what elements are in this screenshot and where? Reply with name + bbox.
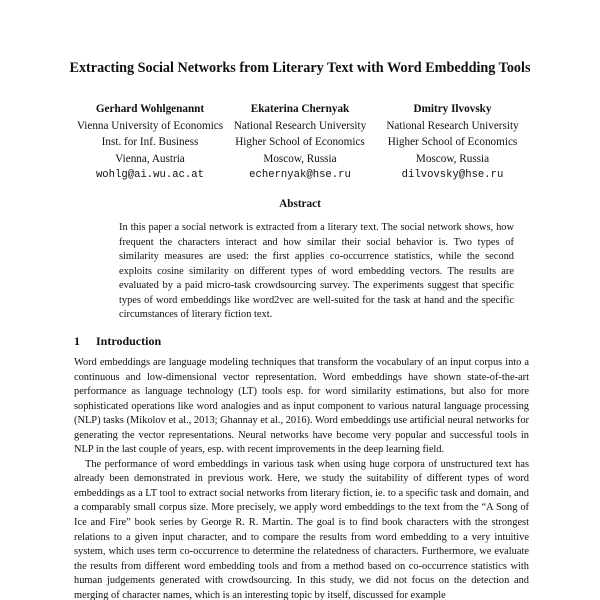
section-number: 1 [74,334,80,348]
author-email: wohlg@ai.wu.ac.at [95,169,205,182]
author-1 [74,101,226,184]
author-location: Moscow, Russia [263,152,337,165]
section-body [74,356,529,600]
body-paragraph: Word embeddings are language modeling techniques that transform the vocabulary of an input corpus into a continuous and low-dimensional vector representation. Word embeddings have shown state-of-the-art performance as language technology (LT) tools esp. for word similarity estimations, but also for more sophisticated operations like word analogies and as input component to various natural language processing (NLP) tasks (Mikolov et al., 2013; Ghannay et al., 2016). Word embeddings use artificial neural networks for generating the vector representations. Neural networks have become very popular and successful tools in NLP in the last couple of years, esp. with recent improvements in the deep learning field. [74,357,529,456]
author-3 [378,101,527,184]
abstract-heading: Abstract [279,198,321,210]
author-email: dilvovsky@hse.ru [401,169,504,182]
section-title: Introduction [96,334,162,348]
author-name: Dmitry Ilvovsky [413,103,492,115]
author-affiliation: Higher School of Economics [387,136,518,149]
author-email: echernyak@hse.ru [249,169,351,182]
section-heading [74,334,161,349]
author-location: Vienna, Austria [115,152,185,165]
author-2 [227,101,373,184]
paper-title: Extracting Social Networks from Literary Text with Word Embedding Tools [69,60,531,76]
body-paragraph: The performance of word embeddings in various task when using huge corpora of unstructured text has already been demonstrated in previous work. Here, we study the suitability of different types of word embeddings as a LT tool to extract social networks from literary fiction, ie. to a specific task and domain, and a comparably small corpus size. More precisely, we apply word embeddings to the text from the “A Song of Ice and Fire” book series by George R. R. Martin. The goal is to find book characters with the strongest relations to a given input character, and to compare the results from word embedding to a very intuitive system, which uses term co-occurrence to determine the relatedness of characters. Furthermore, we evaluate the results from different word embedding tools and from a method based on co-occurrence statistics with human judgements generated with crowdsourcing. In this study, we did not focus on the detection and merging of character names, which is an interesting topic by itself, discussed for example [74,458,529,600]
author-name: Ekaterina Chernyak [250,103,350,115]
author-affiliation: Inst. for Inf. Business [101,136,199,149]
author-location: Moscow, Russia [415,152,490,165]
author-name: Gerhard Wohlgenannt [95,103,205,115]
author-affiliation: National Research University [233,119,367,132]
author-affiliation: Vienna University of Economics [76,119,224,132]
author-affiliation: Higher School of Economics [235,136,365,149]
abstract-text: In this paper a social network is extracted from a literary text. The social network shows, how frequent the characters interact and how similar their social behavior is. Two types of similarity measures are used: the first applies co-occurrence statistics, while the second exploits cosine similarity on different types of word embedding vectors. The results are evaluated by a paid micro-task crowdsourcing survey. The experiments suggest that specific types of word embeddings like word2vec are well-suited for the task at hand and the specific circumstances of literary fiction text. [119,222,514,321]
author-affiliation: National Research University [386,119,519,132]
